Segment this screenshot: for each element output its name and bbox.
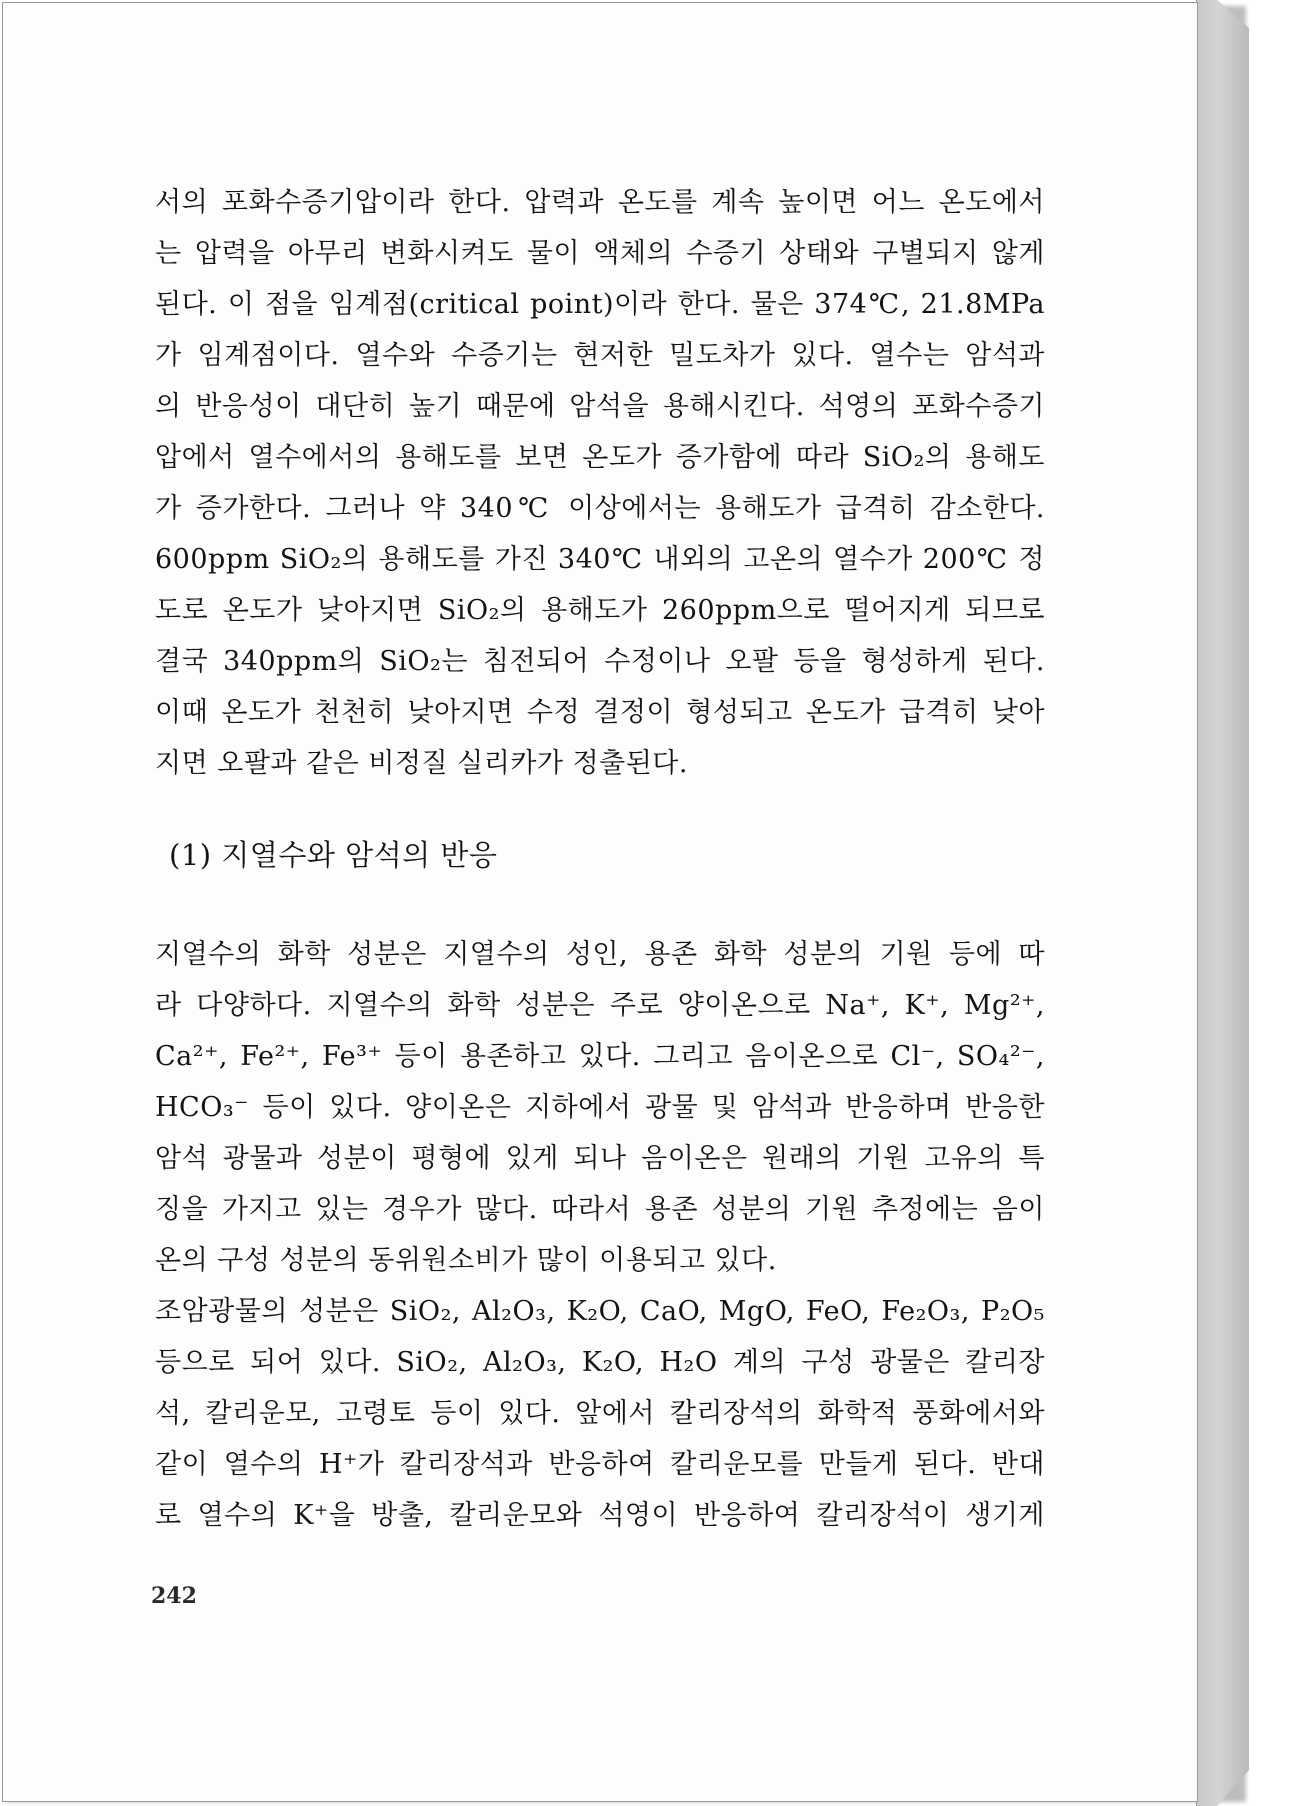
text-line: 같이 열수의 H⁺가 칼리장석과 반응하여 칼리운모를 만들게 된다. 반대 <box>155 1449 1045 1480</box>
text-line: 600ppm SiO₂의 용해도를 가진 340℃ 내외의 고온의 열수가 200℃ 정 <box>155 544 1045 575</box>
book-page-edge <box>1196 0 1249 1806</box>
text-line: HCO₃⁻ 등이 있다. 양이온은 지하에서 광물 및 암석과 반응하며 반응한 <box>155 1092 1045 1123</box>
text-line: 결국 340ppm의 SiO₂는 침전되어 수정이나 오팔 등을 형성하게 된다. <box>155 646 1045 677</box>
text-line: 석, 칼리운모, 고령토 등이 있다. 앞에서 칼리장석의 화학적 풍화에서와 <box>155 1398 1045 1429</box>
text-line: 이때 온도가 천천히 낮아지면 수정 결정이 형성되고 온도가 급격히 낮아 <box>155 697 1045 728</box>
text-line: 가 임계점이다. 열수와 수증기는 현저한 밀도차가 있다. 열수는 암석과 <box>155 340 1045 371</box>
text-line: 암석 광물과 성분이 평형에 있게 되나 음이온은 원래의 기원 고유의 특 <box>155 1143 1045 1174</box>
section-heading: (1) 지열수와 암석의 반응 <box>169 838 498 872</box>
text-line: 는 압력을 아무리 변화시켜도 물이 액체의 수증기 상태와 구별되지 않게 <box>155 238 1045 269</box>
text-line: 조암광물의 성분은 SiO₂, Al₂O₃, K₂O, CaO, MgO, FeO, Fe₂O₃, P₂O₅ <box>155 1296 1045 1327</box>
text-line: 로 열수의 K⁺을 방출, 칼리운모와 석영이 반응하여 칼리장석이 생기게 <box>155 1500 1045 1531</box>
text-line: 지면 오팔과 같은 비정질 실리카가 정출된다. <box>155 748 688 779</box>
text-line: Ca²⁺, Fe²⁺, Fe³⁺ 등이 용존하고 있다. 그리고 음이온으로 Cl⁻, SO₄²⁻, <box>155 1041 1045 1072</box>
text-line: 도로 온도가 낮아지면 SiO₂의 용해도가 260ppm으로 떨어지게 되므로 <box>155 595 1045 626</box>
text-line: 징을 가지고 있는 경우가 많다. 따라서 용존 성분의 기원 추정에는 음이 <box>155 1194 1045 1225</box>
book-page <box>2 2 1198 1802</box>
page-number: 242 <box>151 1583 197 1609</box>
text-line: 라 다양하다. 지열수의 화학 성분은 주로 양이온으로 Na⁺, K⁺, Mg²⁺, <box>155 990 1045 1021</box>
text-line: 된다. 이 점을 임계점(critical point)이라 한다. 물은 374℃, 21.8MPa <box>155 289 1045 320</box>
text-line: 의 반응성이 대단히 높기 때문에 암석을 용해시킨다. 석영의 포화수증기 <box>155 391 1045 422</box>
text-line: 가 증가한다. 그러나 약 340℃ 이상에서는 용해도가 급격히 감소한다. <box>155 493 1045 524</box>
text-line: 압에서 열수에서의 용해도를 보면 온도가 증가함에 따라 SiO₂의 용해도 <box>155 442 1045 473</box>
text-line: 온의 구성 성분의 동위원소비가 많이 이용되고 있다. <box>155 1245 777 1276</box>
text-line: 등으로 되어 있다. SiO₂, Al₂O₃, K₂O, H₂O 계의 구성 광물은 칼리장 <box>155 1347 1045 1378</box>
text-line: 지열수의 화학 성분은 지열수의 성인, 용존 화학 성분의 기원 등에 따 <box>155 939 1045 970</box>
text-line: 서의 포화수증기압이라 한다. 압력과 온도를 계속 높이면 어느 온도에서 <box>155 187 1045 218</box>
